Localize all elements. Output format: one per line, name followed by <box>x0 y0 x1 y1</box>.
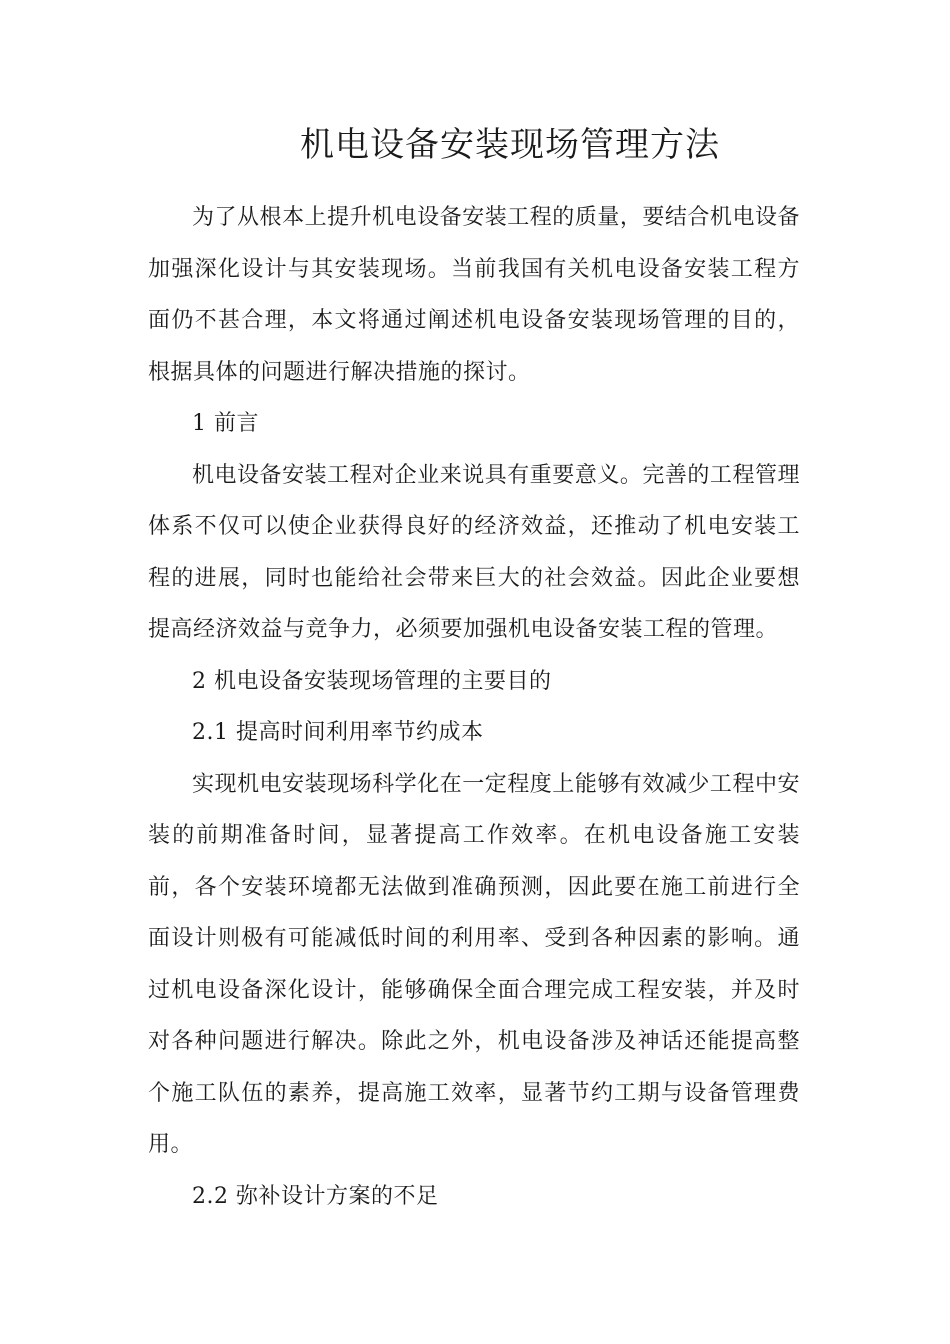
paragraph-abstract: 为了从根本上提升机电设备安装工程的质量，要结合机电设备加强深化设计与其安装现场。当前我国有关机电设备安装工程方面仍不甚合理，本文将通过阐述机电设备安装现场管理的目的，根据具体的问题进行解决措施的探讨。 <box>148 205 800 385</box>
paragraph-2-1: 实现机电安装现场科学化在一定程度上能够有效减少工程中安装的前期准备时间，显著提高工作效率。在机电设备施工安装前，各个安装环境都无法做到准确预测，因此要在施工前进行全面设计则极有可能减低时间的利用率、受到各种因素的影响。通过机电设备深化设计，能够确保全面合理完成工程安装，并及时对各种问题进行解决。除此之外，机电设备涉及神话还能提高整个施工队伍的素养，提高施工效率，显著节约工期与设备管理费用。 <box>148 771 800 1157</box>
section-heading-1: 1 前言 <box>192 411 259 436</box>
document-body <box>148 192 800 1222</box>
subsection-heading-2-2: 2.2 弥补设计方案的不足 <box>192 1183 439 1209</box>
document-title: 机电设备安装现场管理方法 <box>300 125 720 165</box>
paragraph-intro: 机电设备安装工程对企业来说具有重要意义。完善的工程管理体系不仅可以使企业获得良好的经济效益，还推动了机电安装工程的进展，同时也能给社会带来巨大的社会效益。因此企业要想提高经济效益与竞争力，必须要加强机电设备安装工程的管理。 <box>148 462 800 642</box>
subsection-heading-2-1: 2.1 提高时间利用率节约成本 <box>192 720 484 745</box>
section-heading-2: 2 机电设备安装现场管理的主要目的 <box>192 668 552 694</box>
